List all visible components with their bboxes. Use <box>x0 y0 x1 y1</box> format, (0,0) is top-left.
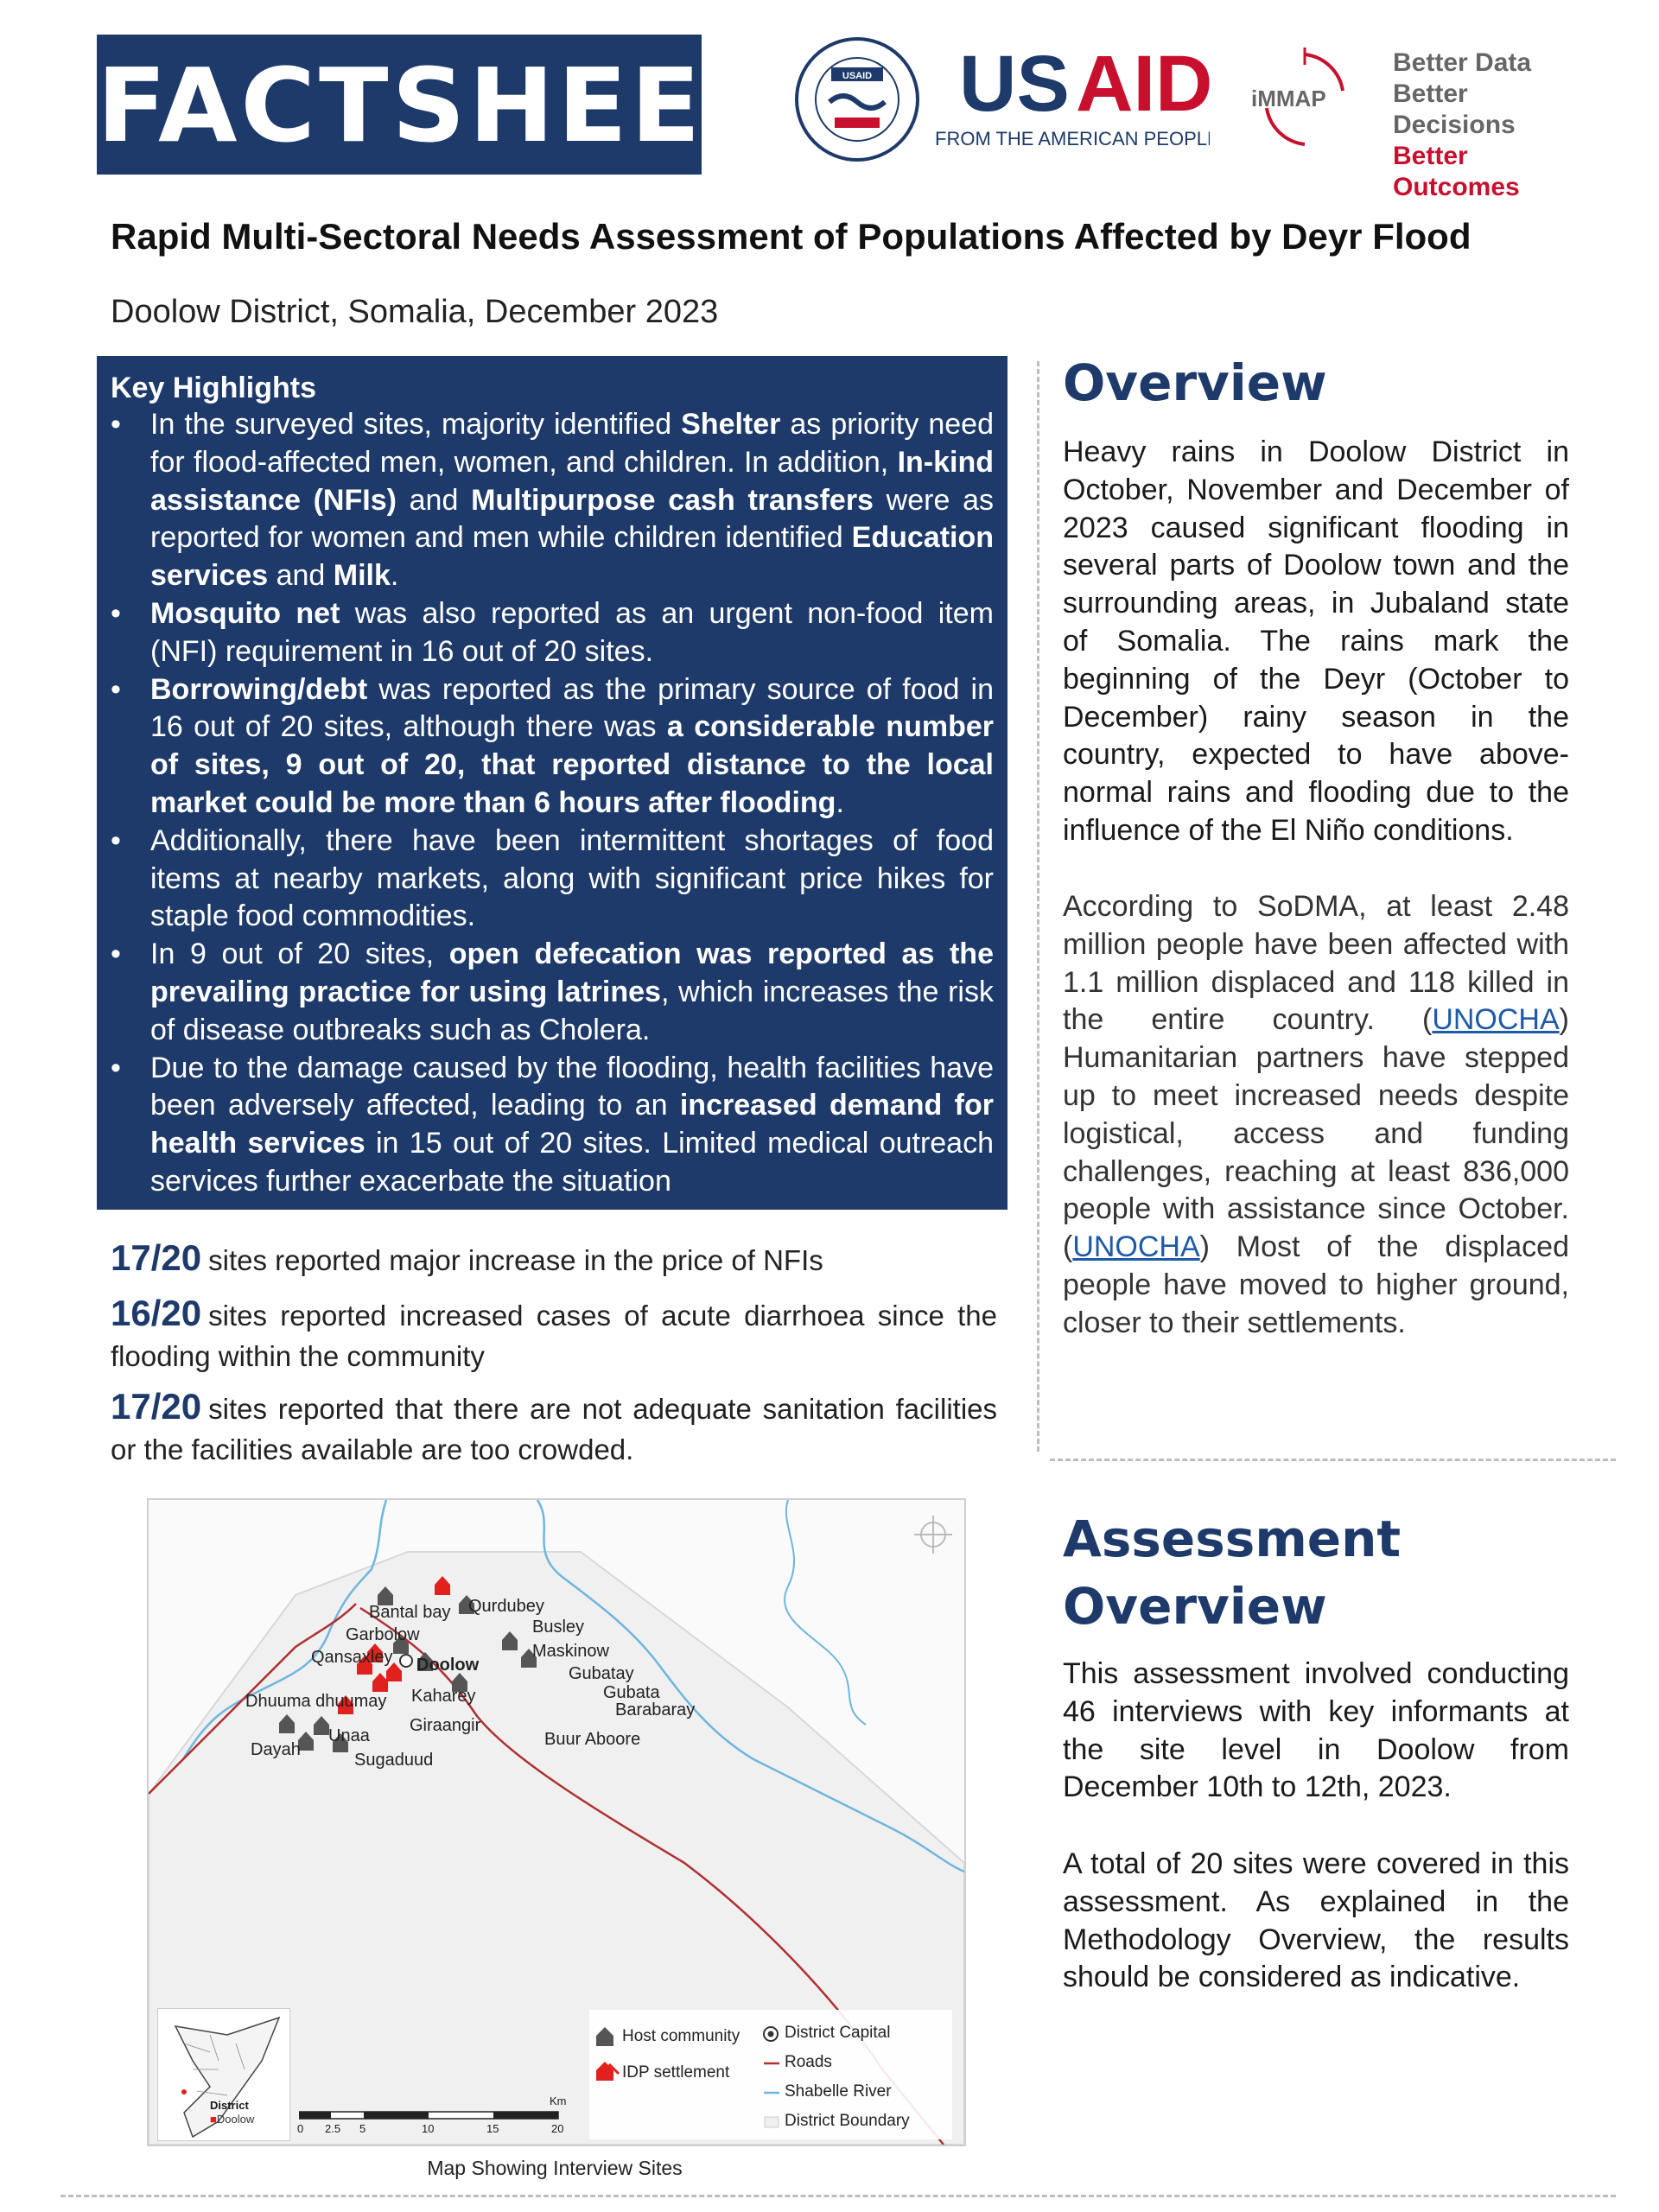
immap-line2: Better Decisions <box>1393 79 1516 139</box>
immap-line3: Better Outcomes <box>1393 142 1520 201</box>
scale-bar <box>297 2094 567 2136</box>
stat-diarrhoea <box>111 1293 997 1376</box>
map-legend <box>589 2010 952 2139</box>
legend-idp: IDP settlement <box>622 2063 730 2082</box>
highlight-item <box>111 406 994 595</box>
legend-host: Host community <box>622 2027 741 2045</box>
scale-tick: 20 <box>551 2122 564 2135</box>
overview-paragraph-1: Heavy rains in Doolow District in October, November and December of 2023 caused significant flooding in several parts of Doolow town and the surrounding areas, in Jubaland state of Somalia. The rains mark the beginning of the Deyr (October to December) rainy season in the country, expected to have above-normal rains and flooding due to the influence of the El Niño conditions. <box>1063 435 1569 847</box>
highlight-emphasis: Education services <box>150 521 994 593</box>
usaid-tagline: FROM THE AMERICAN PEOPLE <box>935 128 1210 149</box>
legend-capital: District Capital <box>785 2024 891 2042</box>
site-label: Dhuuma dhuumay <box>245 1692 387 1711</box>
usaid-aid: AID <box>1076 40 1210 128</box>
unocha-link-1[interactable]: UNOCHA <box>1432 1003 1560 1037</box>
site-label: Buur Aboore <box>544 1730 641 1749</box>
district-capital-icon <box>400 1655 412 1667</box>
highlight-text: In the surveyed sites, majority identified <box>150 408 682 441</box>
legend-roads: Roads <box>785 2053 832 2071</box>
host-community-icon <box>502 1631 518 1650</box>
site-label: Sugaduud <box>354 1751 434 1770</box>
seal-label: USAID <box>842 71 873 81</box>
highlight-emphasis: Mosquito net <box>150 596 340 630</box>
scale-tick: 2.5 <box>325 2122 341 2135</box>
key-highlights-box <box>97 356 1007 1210</box>
highlight-text: and <box>268 559 334 593</box>
site-label: Giraangir <box>410 1716 481 1735</box>
column-divider <box>1037 361 1039 1452</box>
site-label: Bantal bay <box>369 1603 451 1622</box>
site-label: Qansaxley <box>311 1648 393 1667</box>
highlight-emphasis: open defecation was reported as the prevailing practice for using latrines <box>150 938 994 1008</box>
site-label: Dayah <box>251 1740 301 1759</box>
assessment-heading <box>1063 1505 1401 1640</box>
stat-sanitation <box>111 1386 997 1470</box>
assessment-paragraph-1: This assessment involved conducting 46 interviews with key informants at the site level in Doolow from December 10th to 12th, 2023. <box>1063 1657 1569 1804</box>
overview-text-b: ) Humanitarian partners have stepped up to meet increased needs despite logistical, access and funding challenges, reaching at least 836,000 people with assistance since October. ( <box>1063 1003 1569 1264</box>
scale-tick: 10 <box>422 2122 435 2135</box>
highlight-text: In 9 out of 20 sites, <box>150 938 449 971</box>
assessment-heading-line1: Assessment <box>1063 1510 1402 1568</box>
highlight-emphasis: Multipurpose cash transfers <box>471 483 874 517</box>
page-title: Rapid Multi-Sectoral Needs Assessment of Populations Affected by Deyr Flood <box>111 216 1471 257</box>
legend-river: Shabelle River <box>785 2082 892 2101</box>
site-label: Busley <box>532 1618 585 1637</box>
assessment-heading-line2: Overview <box>1063 1577 1327 1636</box>
inset-item-label: Doolow <box>216 2113 255 2126</box>
highlight-text: Due to the damage caused by the flooding, health facilities have been adversely affected, leading to an <box>150 1051 994 1122</box>
assessment-paragraph-2: A total of 20 sites were covered in this assessment. As explained in the Methodology Overview, the results should be considered as indicative. <box>1063 1847 1569 1994</box>
highlight-item <box>111 936 994 1049</box>
footer-divider <box>60 2195 1616 2197</box>
site-label: Barabaray <box>615 1700 696 1719</box>
stat-nfi-price <box>111 1237 997 1281</box>
stat-text: sites reported increased cases of acute diarrhoea since the flooding within the community <box>111 1300 997 1372</box>
overview-text-c: ) Most of the displaced people have moved to higher ground, closer to their settlements. <box>1063 1230 1569 1339</box>
scale-tick: 15 <box>486 2122 499 2135</box>
immap-brand: iMMAP <box>1251 86 1326 111</box>
scale-unit: Km <box>550 2094 567 2107</box>
highlight-item <box>111 595 994 671</box>
highlight-emphasis: increased demand for health services <box>150 1089 994 1160</box>
highlight-emphasis: Milk <box>333 559 391 593</box>
highlight-emphasis: In-kind assistance (NFIs) <box>150 445 994 517</box>
idp-settlement-icon <box>372 1673 388 1692</box>
site-label: Maskinow <box>532 1642 609 1661</box>
scale-tick: 0 <box>297 2122 304 2135</box>
usaid-logo <box>795 35 1210 164</box>
overview-heading: Overview <box>1063 353 1327 412</box>
boundary-legend-swatch <box>765 2117 779 2127</box>
stat-value: 17/20 <box>111 1237 202 1278</box>
highlight-item <box>111 671 994 823</box>
highlight-text: Additionally, there have been intermittent shortages of food items at nearby markets, along with significant price hikes for staple food commodities. <box>150 823 994 933</box>
page-subtitle: Doolow District, Somalia, December 2023 <box>111 294 719 330</box>
banner-title: FACTSHEET <box>97 46 777 165</box>
site-label: Qurdubey <box>468 1597 544 1616</box>
host-community-icon <box>314 1716 329 1735</box>
site-label: Garbolow <box>346 1625 420 1644</box>
site-label: Gubatay <box>569 1664 634 1683</box>
highlight-text: was reported as the primary source of food in 16 out of 20 sites, although there was <box>150 672 994 744</box>
unocha-link-2[interactable]: UNOCHA <box>1072 1230 1200 1264</box>
key-highlights-list <box>111 406 994 1201</box>
somalia-inset-map <box>157 2008 290 2141</box>
highlight-emphasis: Shelter <box>681 408 781 441</box>
stat-text: sites reported major increase in the price of NFIs <box>208 1244 823 1276</box>
immap-line1: Better Data <box>1393 48 1532 77</box>
stat-text: sites reported that there are not adequate sanitation facilities or the facilities available are too crowded. <box>111 1393 997 1465</box>
highlight-text: as priority need for flood-affected men, women, and children. In addition, <box>150 408 994 479</box>
idp-settlement-icon <box>435 1576 450 1595</box>
overview-text-a: According to SoDMA, at least 2.48 million people have been affected with 1.1 million displaced and 118 killed in the entire country. ( <box>1063 890 1569 1037</box>
host-community-icon <box>596 2027 613 2046</box>
highlight-text: . <box>390 559 399 593</box>
highlight-text: were as reported for women and men while children identified <box>150 483 994 555</box>
site-label: Kaharey <box>411 1687 476 1706</box>
highlight-text: . <box>836 785 844 819</box>
usaid-us: US <box>959 40 1070 128</box>
map-caption: Map Showing Interview Sites <box>427 2157 683 2179</box>
inset-title: District <box>210 2099 249 2112</box>
highlight-item <box>111 823 994 936</box>
highlight-emphasis: Borrowing/debt <box>150 672 368 706</box>
key-highlights-heading: Key Highlights <box>111 372 317 404</box>
factsheet-banner <box>97 35 777 175</box>
scale-tick: 5 <box>359 2122 366 2135</box>
highlight-text: in 15 out of 20 sites. Limited medical outreach services further exacerbate the situation <box>150 1127 995 1198</box>
interview-sites-map <box>147 1498 966 2146</box>
stat-value: 17/20 <box>111 1386 202 1427</box>
highlight-item <box>111 1050 994 1201</box>
inset-item: ■Doolow <box>210 2113 255 2126</box>
site-label-doolow: Doolow <box>416 1656 480 1675</box>
host-community-icon <box>279 1714 295 1733</box>
highlight-text: and <box>396 483 472 517</box>
highlight-emphasis: a considerable number of sites, 9 out of 20, that reported distance to the local market could be more than 6 hours after flooding <box>150 710 994 819</box>
immap-logo <box>1244 48 1590 201</box>
section-divider <box>1050 1459 1616 1461</box>
overview-paragraph-2 <box>1063 888 1569 1343</box>
site-label: Unaa <box>328 1726 370 1745</box>
stat-value: 16/20 <box>111 1293 202 1333</box>
highlight-text: , which increases the risk of disease outbreaks such as Cholera. <box>150 975 994 1046</box>
highlight-text: was also reported as an urgent non-food item (NFI) requirement in 16 out of 20 sites. <box>150 596 994 668</box>
site-label: Gubata <box>603 1683 660 1702</box>
legend-boundary: District Boundary <box>785 2112 910 2130</box>
